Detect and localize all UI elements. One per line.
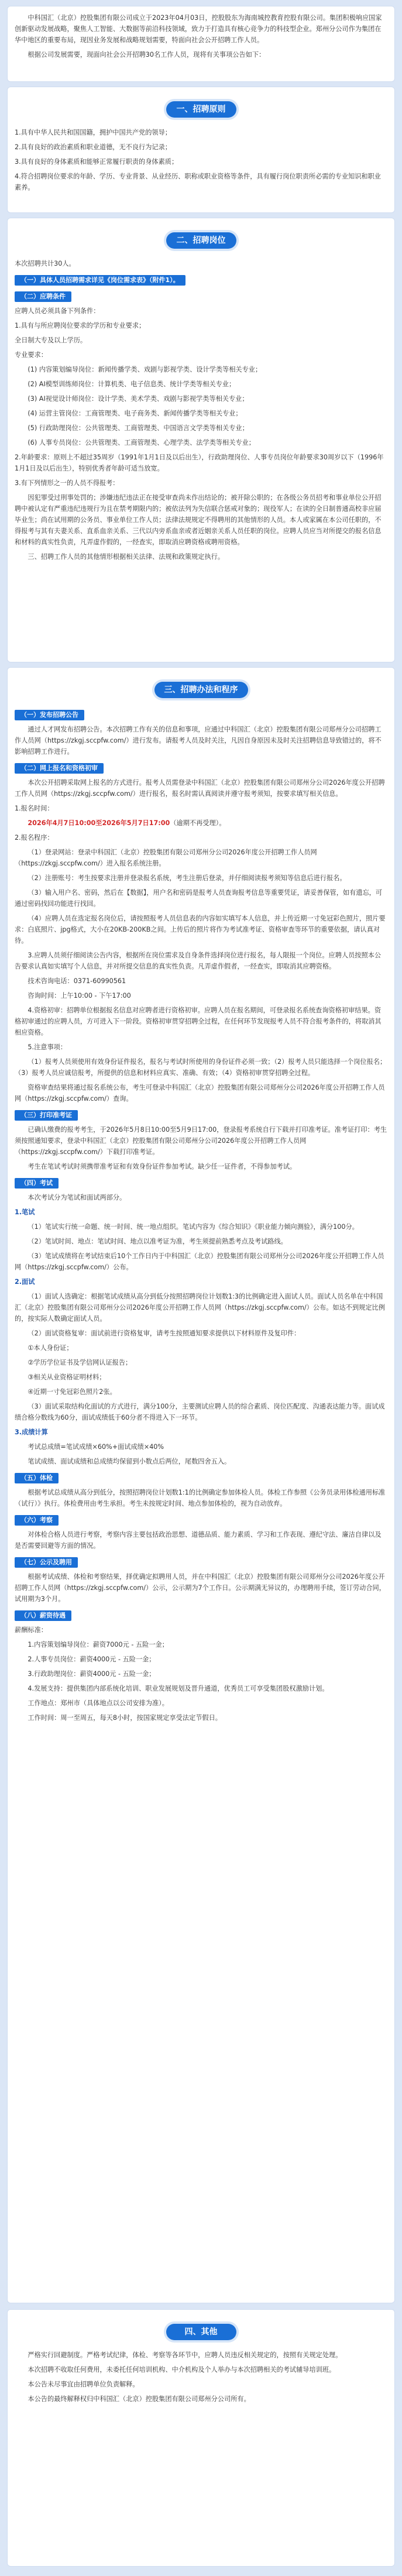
paragraph: （1）笔试实行统一命题、统一时间、统一地点组织。笔试内容为《综合知识》《职业能力倾向测验》，满分100分。 [28, 1223, 359, 1231]
list-item: (4) 运营主管岗位：工商管理类、电子商务类、新闻传播学类等相关专业； [28, 410, 242, 417]
paragraph: 本次公开招聘采取网上报名的方式进行。报考人员需登录中科国汇（北京）控股集团有限公司郑州分公司2026年度公开招聘工作人员网（https://zkgj.sccpfw.com/）进行报名，报名时需认真阅读并遵守报考须知，按要求填写相关信息。 [15, 779, 385, 798]
list-item: (5) 行政助理岗位：公共管理类、工商管理类、中国语言文学类等相关专业； [28, 424, 249, 432]
paragraph: 1.具有与所应聘岗位要求的学历和专业要求； [15, 322, 146, 329]
paragraph: （3）笔试成绩将在考试结束后10个工作日内于中科国汇（北京）控股集团有限公司郑州分公司2026年度公开招聘工作人员网（https://zkgj.sccpfw.com/）公布。 [15, 1252, 384, 1271]
subheading: （四）考试 [15, 1178, 59, 1189]
list-item: （4）应聘人员在选定报名岗位后，请按照报考人员信息表的内容如实填写本人信息，并上传近期一寸免冠彩色照片，照片要求：白底照片、jpg格式，大小在20KB-200KB之间。上传后的照片将作为考试准考证、资格审查等环节的重要依据，请认真对待。 [15, 915, 386, 944]
subheading: （六）考察 [15, 1515, 59, 1526]
paragraph: 5.注意事项： [28, 1043, 67, 1051]
paragraph: 对体检合格人员进行考察，考察内容主要包括政治思想、道德品质、能力素质、学习和工作表现、遵纪守法、廉洁自律以及是否需要回避等方面的情况。 [15, 1531, 382, 1550]
paragraph: 3.应聘人员须仔细阅读公告内容，根据所在岗位需求及自身条件选择岗位进行报名，每人限报一个岗位。应聘人员按照本公告要求认真如实填写个人信息，并对所提交信息的真实性负责。凡弄虚作假者，一经查实，即取消其应聘资格。 [15, 952, 382, 970]
paragraph: （2）面试资格复审：面试前进行资格复审，请考生按照通知要求提供以下材料原件及复印件： [28, 1330, 301, 1337]
paragraph: 专业要求： [15, 351, 47, 359]
registration-time [15, 818, 387, 829]
paragraph: 2.面试 [15, 1278, 35, 1286]
list-item: （1）登录网站：登录中科国汇（北京）控股集团有限公司郑州分公司2026年度公开招聘工作人员网（https://zkgj.sccpfw.com/）进入报名系统注册。 [15, 849, 317, 867]
paragraph: （1）报考人员须使用有效身份证件报名，报名与考试时所使用的身份证件必须一致；（2）报考人员只能选择一个岗位报名；（3）报考人员应诚信报考，所提供的信息和材料应真实、准确、有效；（4）资格初审贯穿招聘全过程。 [15, 1058, 387, 1077]
total-text: 本次招聘共计30人。 [15, 260, 75, 267]
subheading: （二）网上报名和资格初审 [15, 763, 104, 774]
intro-paragraph: 根据公司发展需要，现面向社会公开招聘30名工作人员，现将有关事项公告如下： [28, 51, 266, 59]
list-item: ③相关从业资格证明材料； [28, 1373, 106, 1381]
paragraph: 工作时间：周一至周五，每天8小时，按国家规定享受法定节假日。 [28, 1714, 222, 1722]
intro-paragraph: 中科国汇（北京）控股集团有限公司成立于2023年04月03日，控股股东为海南城控教育控股有限公司。集团积极响应国家创新驱动发展战略，聚焦人工智能、大数据等前沿科技领域，致力于打造具有核心竞争力的科技型企业。郑州分公司作为集团在华中地区的重要布局，现因业务发展和战略规划需要，特面向社会公开招聘工作人员。 [15, 14, 382, 44]
paragraph: 根据考试总成绩从高分到低分，按照招聘岗位计划数1:1的比例确定参加体检人员。体检工作参照《公务员录用体检通用标准（试行）》执行。体检费用由考生承担。考生未按规定时间、地点参加体检的，视为自动放弃。 [15, 1489, 386, 1507]
subheading: （五）体检 [15, 1473, 59, 1483]
list-item: 3.行政助理岗位：薪资4000元 - 五险一金； [28, 1670, 156, 1678]
paragraph: 三、招聘工作人员的其他情形根据相关法律、法规和政策规定执行。 [28, 553, 225, 561]
list-item: 1.内容策划编导岗位：薪资7000元 - 五险一金； [28, 1641, 169, 1648]
list-item: 4.发展支持：提供集团内部系统化培训、职业发展规划及晋升通道，优秀员工可享受集团股权激励计划。 [28, 1685, 329, 1692]
paragraph: 本公告未尽事宜由招聘单位负责解释。 [28, 2381, 139, 2388]
list-item: 2.人事专员岗位：薪资4000元 - 五险一金； [28, 1655, 156, 1663]
hours-text: 咨询时间：上午10:00 - 下午17:00 [28, 992, 131, 1000]
section-principles [7, 87, 395, 213]
paragraph: 4.资格初审：招聘单位根据报名信息对应聘者进行资格初审。应聘人员在报名期间，可登录报名系统查询资格初审结果。资格初审通过的应聘人员，方可进入下一阶段。资格初审贯穿招聘全过程，在任何环节发现报考人员不符合报考条件的，将取消其相应资格。 [15, 1007, 382, 1036]
paragraph: 因犯罪受过刑事处罚的；涉嫌违纪违法正在接受审查尚未作出结论的；被开除公职的；在各级公务员招考和事业单位公开招聘中被认定有严重违纪违规行为且在禁考期限内的；被依法列为失信联合惩戒对象的；现役军人；在读的全日制普通高校非应届毕业生；尚在试用期的公务员、事业单位工作人员；法律法规规定不得聘用的其他情形的人员。本人或家属在本公司任职的，不得报考与其有夫妻关系、直系血亲关系、三代以内旁系血亲或者近姻亲关系人员任职的岗位。应聘人员应当对所提交的报名信息和材料的真实性负责，凡弄虚作假的，一经查实，即取消应聘资格或聘用资格。 [15, 494, 382, 546]
time-note: （逾期不再受理）。 [170, 819, 226, 827]
phone-text: 技术咨询电话：0371-60990561 [28, 977, 126, 985]
paragraph: 严格实行回避制度。严格考试纪律，体检、考察等各环节中，应聘人员违反相关规定的，按照有关规定处理。 [28, 2351, 342, 2359]
paragraph: 资格审查结果将通过报名系统公布，考生可登录中科国汇（北京）控股集团有限公司郑州分公司2026年度公开招聘工作人员网（https://zkgj.sccpfw.com/）查询。 [15, 1084, 385, 1102]
paragraph: 通过人才网发布招聘公告。本次招聘工作有关的信息和事项，应通过中科国汇（北京）控股集团有限公司郑州分公司招聘工作人员网（https://zkgj.sccpfw.com/）进行发布。请报考人员及时关注，凡因自身原因未及时关注招聘信息导致错过的，将不影响招聘工作进行。 [15, 726, 382, 755]
list-item: (1) 内容策划编导岗位：新闻传播学类、戏剧与影视学类、设计学类等相关专业； [28, 366, 262, 373]
list-item: （2）注册账号：考生按要求注册并登录报名系统，考生注册后登录，并仔细阅读报考须知等信息后进行报名。 [28, 874, 346, 882]
paragraph: 考试总成绩=笔试成绩×60%+面试成绩×40% [28, 1443, 164, 1451]
intro-card [7, 6, 395, 82]
section-title: 二、招聘岗位 [166, 232, 236, 249]
paragraph: 3.成绩计算 [15, 1428, 48, 1436]
section-title: 四、其他 [166, 2324, 236, 2340]
paragraph: 根据考试成绩、体检和考察结果，择优确定拟聘用人员，并在中科国汇（北京）控股集团有限公司郑州分公司2026年度公开招聘工作人员网（https://zkgj.sccpfw.com/）公示，公示期为7个工作日。公示期满无异议的，办理聘用手续，签订劳动合同，试用期为3个月。 [15, 1573, 386, 1603]
paragraph: 本公告的最终解释权归中科国汇（北京）控股集团有限公司郑州分公司所有。 [28, 2395, 250, 2403]
subheading: （一）发布招聘公告 [15, 710, 84, 720]
section-title: 三、招聘办法和程序 [154, 682, 248, 698]
paragraph: 1.笔试 [15, 1208, 35, 1216]
paragraph: 本次招聘不收取任何费用，未委托任何培训机构、中介机构及个人举办与本次招聘相关的考试辅导培训班。 [28, 2366, 336, 2374]
list-item: (2) AI模型训练师岗位：计算机类、电子信息类、统计学类等相关专业； [28, 380, 236, 388]
paragraph: 2.年龄要求：原则上不超过35周岁（1991年1月1日及以后出生），行政助理岗位、人事专员岗位年龄要求30周岁以下（1996年1月1日及以后出生），特别优秀者年龄可适当放宽。 [15, 454, 384, 472]
list-item: 3.具有良好的身体素质和能够正常履行职责的身体素质； [15, 158, 178, 166]
paragraph: 应聘人员必须具备下列条件： [15, 307, 100, 315]
paragraph: 本次考试分为笔试和面试两部分。 [28, 1194, 126, 1201]
paragraph: 2.报名程序： [15, 834, 54, 842]
list-item: （3）输入用户名、密码，然后在【数据】，用户名和密码是报考人员查询报考信息等重要凭证，请妥善保管，如有遗忘，可通过密码找回功能进行找回。 [15, 889, 383, 908]
list-item: ①本人身份证； [28, 1344, 73, 1352]
list-item: (6) 人事专员岗位：公共管理类、工商管理类、心理学类、法学类等相关专业； [28, 439, 255, 446]
section-title: 一、招聘原则 [166, 101, 236, 118]
paragraph: 考生在笔试考试时须携带准考证和有效身份证件参加考试。缺少任一证件者，不得参加考试。 [28, 1163, 297, 1170]
subheading: （三）打印准考证 [15, 1110, 78, 1121]
paragraph: （2）笔试时间、地点：笔试时间、地点以准考证为准，考生须提前熟悉考点及考试路线。 [28, 1238, 287, 1245]
section-positions [7, 218, 395, 662]
list-item: 2.具有良好的政治素质和职业道德，无不良行为记录； [15, 143, 171, 151]
list-item: ④近期一寸免冠彩色照片2张。 [28, 1388, 116, 1396]
list-item: (3) AI视觉设计师岗位：设计学类、美术学类、戏剧与影视学类等相关专业； [28, 395, 249, 403]
time-range: 2026年4月7日10:00至2026年5月7日17:00 [28, 819, 170, 827]
list-item: ②学历学位证书及学信网认证报告； [28, 1359, 132, 1366]
paragraph: 工作地点：郑州市（具体地点以公司安排为准）。 [28, 1699, 169, 1707]
list-item: 1.具有中华人民共和国国籍，拥护中国共产党的领导； [15, 129, 171, 136]
subheading: （八）薪资待遇 [15, 1610, 71, 1621]
paragraph: 3.有下列情形之一的人员不得报考： [15, 479, 119, 487]
paragraph: 已确认缴费的报考考生，于2026年5月8日10:00至5月9日17:00，登录报考系统自行下载并打印准考证。准考证打印：考生须按照通知要求，登录中科国汇（北京）控股集团有限公司郑州分公司2026年度公开招聘工作人员网（https://zkgj.sccpfw.com/）下载打印准考证。 [15, 1126, 387, 1156]
subheading: （一）具体人员招聘需求详见《岗位需求表》（附件1）。 [15, 275, 185, 286]
paragraph: 全日制大专及以上学历。 [15, 336, 87, 344]
section-other [7, 2309, 395, 2567]
paragraph: （3）面试采取结构化面试的方式进行，满分100分，主要测试应聘人员的综合素质、岗位匹配度、沟通表达能力等。面试成绩合格分数线为60分，面试成绩低于60分者不得进入下一环节。 [15, 1403, 385, 1421]
subheading: （七）公示及聘用 [15, 1557, 78, 1568]
subheading: （二）应聘条件 [15, 291, 71, 302]
paragraph: 薪酬标准： [15, 1626, 47, 1634]
list-item: 4.符合招聘岗位要求的年龄、学历、专业背景、从业经历、职称或职业资格等条件，具有履行岗位职责所必需的专业知识和职业素养。 [15, 173, 381, 191]
paragraph: 1.报名时间： [15, 805, 54, 812]
paragraph: （1）面试人选确定：根据笔试成绩从高分到低分按照招聘岗位计划数1:3的比例确定进入面试人员。面试人员名单在中科国汇（北京）控股集团有限公司郑州分公司2026年度公开招聘工作人员网（https://zkgj.sccpfw.com/）公布。如达不到规定比例的，按实际人数确定面试人员。 [15, 1293, 385, 1323]
paragraph: 笔试成绩、面试成绩和总成绩均保留到小数点后两位，尾数四舍五入。 [28, 1458, 231, 1465]
section-procedure [7, 667, 395, 2303]
